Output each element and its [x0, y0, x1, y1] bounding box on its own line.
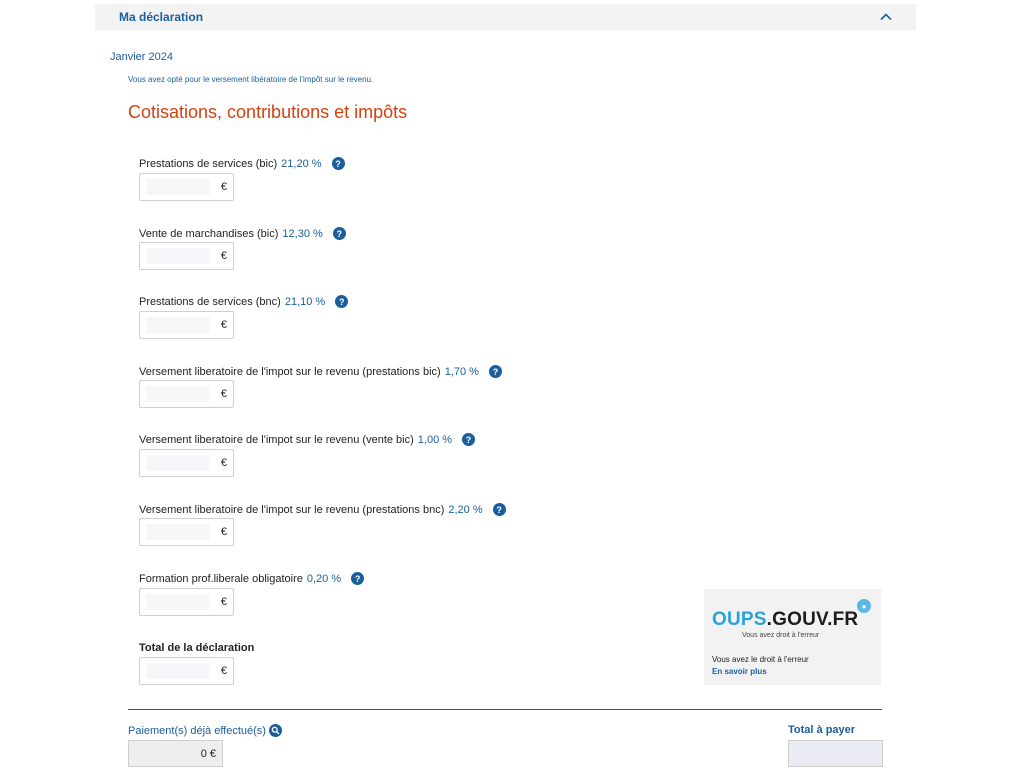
total-to-pay-field — [788, 740, 883, 767]
notice-text: Vous avez opté pour le versement libératoire de l'impôt sur le revenu. — [128, 75, 374, 84]
section-title: Cotisations, contributions et impôts — [128, 102, 408, 122]
help-icon[interactable]: ? — [462, 433, 475, 446]
oups-description: Vous avez le droit à l'erreur — [712, 655, 809, 664]
field-label-vente-bic: Vente de marchandises (bic) 12,30 % ? — [139, 227, 346, 240]
period-label: Janvier 2024 — [110, 51, 173, 63]
field-label-vl-prestations-bic: Versement liberatoire de l'impot sur le revenu (prestations bic) 1,70 % ? — [139, 365, 502, 378]
help-icon[interactable]: ? — [493, 503, 506, 516]
accordion-title: Ma déclaration — [119, 10, 204, 24]
field-label-formation-liberale: Formation prof.liberale obligatoire 0,20 % ? — [139, 572, 364, 585]
prestations-bnc-input[interactable]: € — [139, 311, 234, 339]
oups-badge-icon: ● — [857, 599, 871, 613]
search-icon[interactable] — [269, 724, 282, 737]
vente-bic-input[interactable]: € — [139, 242, 234, 270]
payments-label: Paiement(s) déjà effectué(s) — [128, 724, 282, 737]
prestations-bic-input[interactable]: € — [139, 173, 234, 201]
help-icon[interactable]: ? — [351, 572, 364, 585]
formation-liberale-input[interactable]: € — [139, 588, 234, 616]
help-icon[interactable]: ? — [333, 227, 346, 240]
oups-logo: OUPS.GOUV.FR — [712, 609, 859, 630]
total-declaration-input[interactable]: € — [139, 657, 234, 685]
field-label-prestations-bic: Prestations de services (bic) 21,20 % ? — [139, 157, 345, 170]
oups-learn-more-link[interactable]: En savoir plus — [712, 667, 767, 676]
field-label-vl-vente-bic: Versement liberatoire de l'impot sur le revenu (vente bic) 1,00 % ? — [139, 433, 475, 446]
help-icon[interactable]: ? — [489, 365, 502, 378]
total-to-pay-label: Total à payer — [788, 724, 856, 736]
accordion-header[interactable] — [95, 4, 916, 30]
total-declaration-label: Total de la déclaration — [139, 642, 255, 654]
help-icon[interactable]: ? — [335, 295, 348, 308]
vl-vente-bic-input[interactable]: € — [139, 449, 234, 477]
payments-done-input: 0 € — [128, 740, 223, 767]
field-label-prestations-bnc: Prestations de services (bnc) 21,10 % ? — [139, 295, 348, 308]
vl-prestations-bnc-input[interactable]: € — [139, 518, 234, 546]
divider — [128, 709, 882, 710]
oups-tagline: Vous avez droit à l'erreur — [742, 632, 820, 639]
field-label-vl-prestations-bnc: Versement liberatoire de l'impot sur le revenu (prestations bnc) 2,20 % ? — [139, 503, 506, 516]
help-icon[interactable]: ? — [332, 157, 345, 170]
declaration-page — [78, 0, 944, 768]
chevron-up-icon[interactable] — [880, 11, 892, 23]
oups-gouv-card — [704, 589, 881, 685]
vl-prestations-bic-input[interactable]: € — [139, 380, 234, 408]
